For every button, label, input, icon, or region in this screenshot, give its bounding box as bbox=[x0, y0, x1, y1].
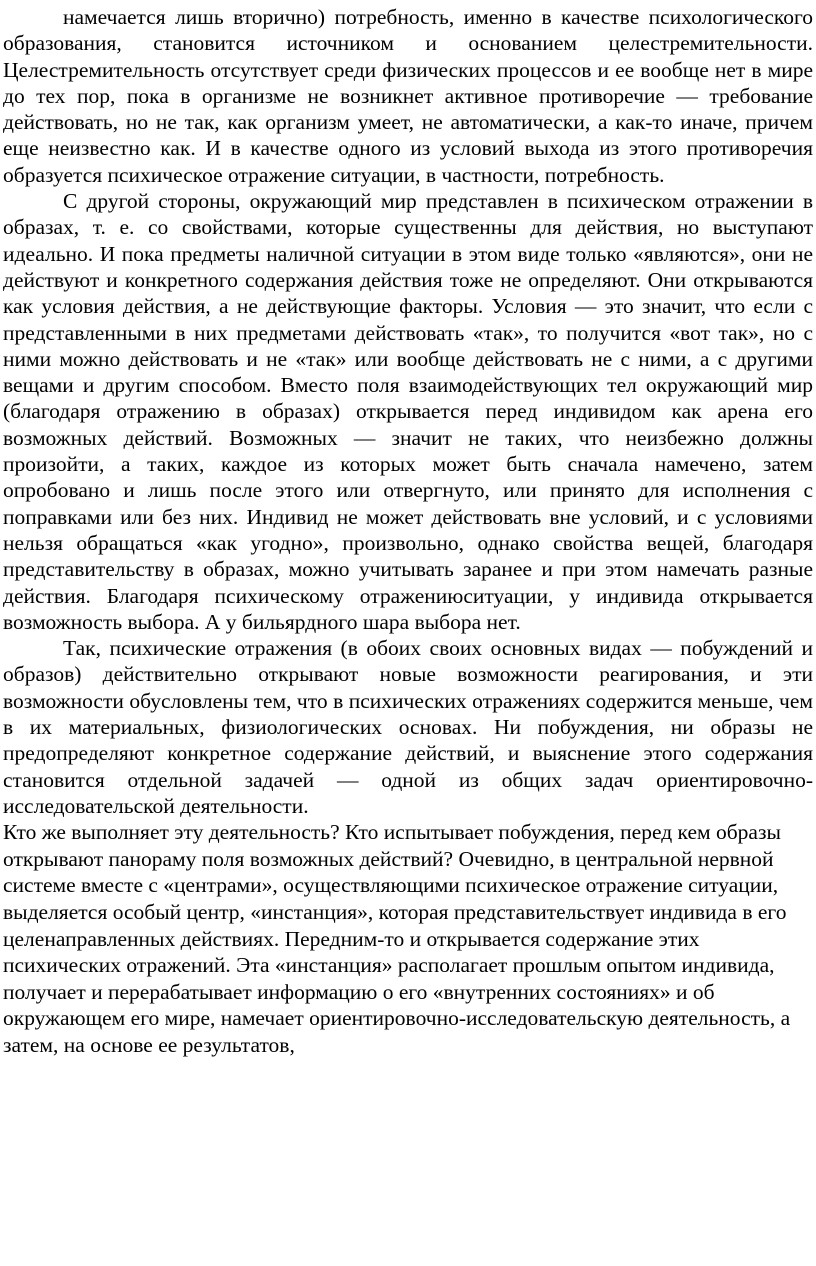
paragraph-2: С другой стороны, окружающий мир представлен в психическом отражении в образах, т. е. со свойствами, которые существенны для действия, но выступают идеально. И пока предметы наличной ситуации в этом виде только «являются», они не действуют и конкретного содержания действия тоже не определяют. Они открываются как условия действия, а не действующие факторы. Условия — это значит, что если с представленными в них предметами действовать «так», то получится «вот так», но с ними можно действовать и не «так» или вообще действовать не с ними, а с другими вещами и другим способом. Вместо поля взаимодействующих тел окружающий мир (благодаря отражению в образах) открывается перед индивидом как арена его возможных действий. Возможных — значит не таких, что неизбежно должны произойти, а таких, каждое из которых может быть сначала намечено, затем опробовано и лишь после этого или отвергнуто, или принято для исполнения с поправками или без них. Индивид не может действовать вне условий, и с условиями нельзя обращаться «как угодно», произвольно, однако свойства вещей, благодаря представительству в образах, можно учитывать заранее и при этом намечать разные действия. Благодаря психическому отражениюситуации, у индивида открывается возможность выбора. А у бильярдного шара выбора нет. bbox=[3, 189, 813, 634]
paragraph-4: Кто же выполняет эту деятельность? Кто испытывает побуждения, перед кем образы открывают панораму поля возможных действий? Очевидно, в центральной нервной системе вместе с «центрами», осуществляющими психическое отражение ситуации, выделяется особый центр, «инстанция», которая представительствует индивида в его целенаправленных действиях. Передним-то и открывается содержание этих психических отражений. Эта «инстанция» располагает прошлым опытом индивида, получает и перерабатывает информацию о его «внутренних состояниях» и об окружающем его мире, намечает ориентировочно-исследовательскую деятельность, а затем, на основе ее результатов, bbox=[3, 820, 791, 1057]
paragraph-3: Так, психические отражения (в обоих своих основных видах — побуждений и образов) действительно открывают новые возможности реагирования, и эти возможности обусловлены тем, что в психических отражениях содержится меньше, чем в их материальных, физиологических основах. Ни побуждения, ни образы не предопределяют конкретное содержание действий, и выяснение этого содержания становится отдельной задачей — одной из общих задач ориентировочно-исследовательской деятельности. bbox=[3, 636, 813, 818]
paragraph-1: намечается лишь вторично) потребность, именно в качестве психологического образования, становится источником и основанием целестремительности. Целестремительность отсутствует среди физических процессов и ее вообще нет в мире до тех пор, пока в организме не возникнет активное противоречие — требование действовать, но не так, как организм умеет, не автоматически, а как-то иначе, причем еще неизвестно как. И в качестве одного из условий выхода из этого противоречия образуется психическое отражение ситуации, в частности, потребность. bbox=[3, 5, 813, 187]
